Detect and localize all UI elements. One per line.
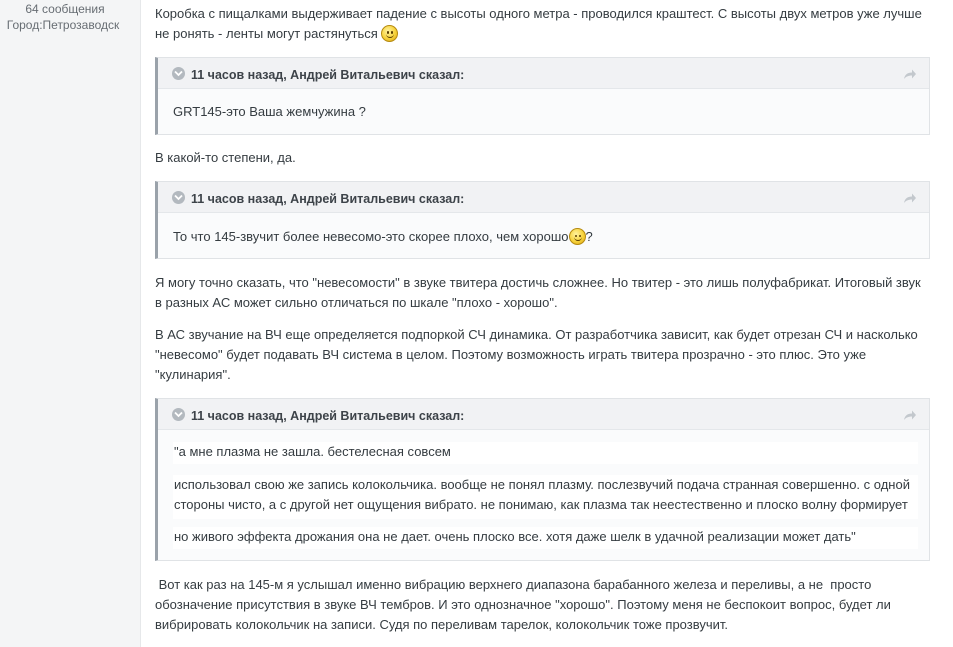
quote-line: использовал свою же запись колокольчика. вообще не понял плазму. послезвучий подача странная совершенно. с одной стороны чисто, а с другой нет ощущения вибрато. не понимаю, как плазма так неестественно и плоско волну формирует <box>173 475 918 519</box>
quote-block <box>155 57 930 135</box>
quote-citation[interactable]: 11 часов назад, Андрей Витальевич сказал: <box>191 409 465 423</box>
quote-text <box>173 227 918 247</box>
quote-block <box>155 181 930 259</box>
paragraph-text: Коробка с пищалками выдерживает падение с высоты одного метра - проводился краштест. С высоты двух метров уже лучше не ронять - ленты могут растянуться <box>155 6 922 41</box>
share-arrow-icon[interactable] <box>903 190 917 202</box>
quote-line: но живого эффекта дрожания она не дает. очень плоско все. хотя даже шелк в удачной реализации может дать" <box>173 527 918 549</box>
post-paragraph: Вот как раз на 145-м я услышал именно вибрацию верхнего диапазона барабанного железа и переливы, а не просто обозначение присутствия в звуке ВЧ тембров. И это однозначное "хорошо". Поэтому меня не беспокоит вопрос, будет ли вибрировать колокольчик на записи. Судя по переливам тарелок, колокольчик тоже прозвучит. <box>155 577 895 632</box>
quote-line: "а мне плазма не зашла. бестелесная совсем <box>173 442 918 464</box>
chevron-circle-icon[interactable] <box>172 67 185 80</box>
share-arrow-icon[interactable] <box>903 66 917 78</box>
quote-header <box>158 182 929 213</box>
post-paragraph: Я могу точно сказать, что "невесомости" в звуке твитера достичь сложнее. Но твитер - это лишь полуфабрикат. Итоговый звук в разных АС может сильно отличаться по шкале "плохо - хорошо". <box>155 275 921 310</box>
quote-text: GRT145-это Ваша жемчужина ? <box>173 104 366 119</box>
blush-emoji-icon <box>569 228 586 245</box>
chevron-circle-icon[interactable] <box>172 191 185 204</box>
quote-header <box>158 399 929 430</box>
quote-citation[interactable]: 11 часов назад, Андрей Витальевич сказал: <box>191 192 465 206</box>
quote-text-part: То что 145-звучит более невесомо-это скорее плохо, чем хорошо <box>173 229 569 244</box>
share-arrow-icon[interactable] <box>903 407 917 419</box>
author-city: Город:Петрозаводск <box>6 18 120 32</box>
smile-emoji-icon <box>381 25 398 42</box>
quote-header <box>158 58 929 89</box>
post-paragraph: В АС звучание на ВЧ еще определяется подпоркой СЧ динамика. От разработчика зависит, как будет отрезан СЧ и насколько "невесомо" будет подавать ВЧ система в целом. Поэтому возможность играть твитера прозрачно - это плюс. Это уже "кулинария". <box>155 327 918 382</box>
author-panel <box>0 0 141 647</box>
quote-citation[interactable]: 11 часов назад, Андрей Витальевич сказал: <box>191 68 465 82</box>
chevron-circle-icon[interactable] <box>172 408 185 421</box>
quote-block <box>155 398 930 561</box>
author-posts-count: 64 сообщения <box>25 2 105 16</box>
post-paragraph: В какой-то степени, да. <box>155 150 296 165</box>
post-paragraph <box>155 4 931 44</box>
quote-text-part: ? <box>585 229 593 244</box>
